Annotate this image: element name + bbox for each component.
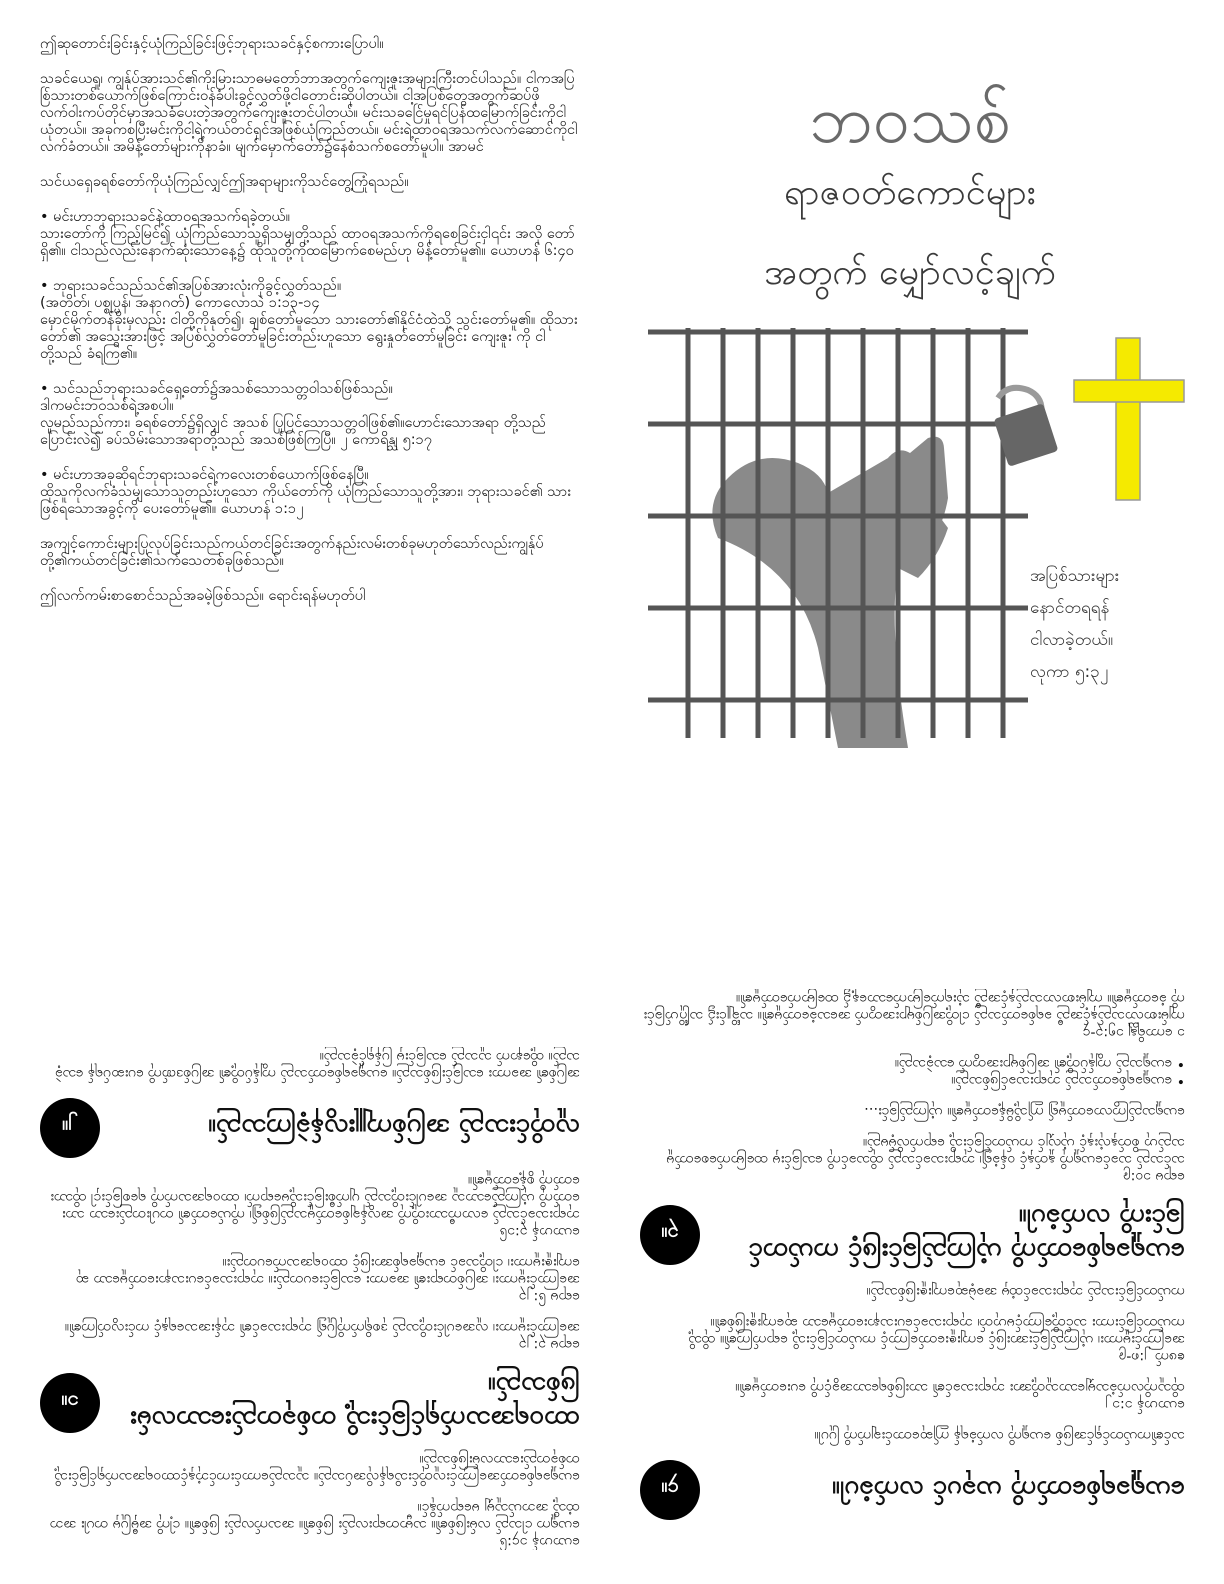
verse-line: ငါလာခဲ့တယ်။ [1030,630,1114,650]
section-heading [40,1098,580,1158]
text-block: ယေရှုသည်ကြွလာတော်မူ၍ ဤသို့မိန့်တော်မူ၏။ ယုံကြည်ခြင်း… [864,1104,1185,1120]
paragraph-new-creation: • သင်သည်ဘုရားသခင်ရှေ့တော်၌အသစ်သောသတ္တဝါသစ်ဖြစ်သည်။ ဒါကမင်းဘဝသစ်ရဲ့အစပါ။ လူမည်သည်ကား၊ ခရစ်တော်၌ရှိလျှင် အသစ် ပြုပြင်သောသတ္တဝါဖြစ်၏။ဟောင်းသောအရာ တို့သည် ပြောင်းလဲ၍ ခပ်သိမ်းသောအရာတို့သည် အသစ်ဖြစ်ကြပြီ။ ၂ ကောရိန္သု ၅:၁၇ [40,381,546,448]
cover-subtitle-line2: အတွက် မျှော်လင့်ချက် [764,252,1056,293]
heading-text: ယေရှုခရစ်တော်ကို ယခုပင် လက်ခံပါ။ [832,1475,1185,1505]
heading-text: လူတိုင်းသည် အပြစ်ကျူးလွန်ခဲ့ကြသည်။ [208,1113,580,1143]
text-block: အပြစ်၏ အခကား သေခြင်းဖြစ်သည်။ ယေရှုခရစ်တော်သည် ကျွန်ုပ်တို့၏ အပြစ်ဒဏ်ကို ပေးဆပ်ရန် သေခဲ့သည်။ ထို့နောက် သူသည် သေခြင်းမှ ပြန်ရှင်ခဲ့သည်။ [55,1049,580,1082]
paragraph-intro: ဤဆုတောင်းခြင်းနှင့်ယုံကြည်ခြင်းဖြင့်ဘုရားသခင်နှင့်စကားပြောပါ။ [40,36,384,52]
paragraph-forgiven: • ဘုရားသခင်သည်သင်၏အပြစ်အားလုံးကိုခွင့်လွှတ်သည်။ (အတိတ်၊ ပစ္စုပ္ပန်၊ အနာဂတ်) ကောလောသဲ ၁:၁၃-၁၄ မှောင်မိုက်တန်ခိုးမှလည်း ငါတို့ကိုနုတ်၍၊ ချစ်တော်မူသော သားတော်၏နိုင်ငံထဲသို့ သွင်းတော်မူ၏။ ထိုသားတော်၏ အသွေးအားဖြင့် အပြစ်လွှတ်တော်မူခြင်းတည်းဟူသော ရွေးနှုတ်တော်မူခြင်း ကျေးဇူး ကို ငါတို့သည် ခံရကြ၏။ [40,278,578,362]
step-badge: ၂။ [40,1098,100,1158]
text-block: ယေရှုခရစ်တော်အကြောင်းလူတိုင်းသိရန်လိုအပ်သည်။ သူသည်ကောင်းကင်ဘုံနှင့်ထာဝရအသက်ရှင်ခြင်းသို့ တစ်ခုတည်းသောလမ်းဖြစ်သည်။ [54,1452,580,1485]
scripture-block: ဧဖက် ၂:၈-၉ အကြောင်းမူကား၊ ယုံကြည်ခြင်းအားဖြင့် ကျေးဇူးတော်ကြောင့် ကယ်တင်ခြင်းသို့ ရောက်ကြ၏။ ထိုသို့ ကယ်တင်ခြင်းကား သင်တို့ကြောင့်မဟုတ်၊ ဘုရားသခင်ပေးသနားတော်မူသော ဆုကျေးဇူးဖြစ်၏။ [688,1315,1185,1365]
prayer-panel [40,36,580,756]
step-badge: ၄။ [640,1460,700,1520]
scripture-block: ယောဟန် ၁၄:၆ ယေရှုက ငါသည် လမ်းဖြစ်၏။ သမ္မာတရားလည်း ဖြစ်၏။ အသက်လည်း ဖြစ်၏။ ငါ့ကို အမှီပြုမှ တပါး အဘထံသို့ အဘယ်သူမျှ မရောက်နိုင်။ [50,1500,580,1550]
cover-panel [630,60,1190,760]
verse-line: အပြစ်သားများ [1030,566,1120,586]
verse-reference: လုကာ ၅:၃၂ [1030,662,1109,682]
paragraph-good-works: အကျင့်ကောင်းများပြုလုပ်ခြင်းသည်ကယ်တင်ခြင်းအတွက်နည်းလမ်းတစ်ခုမဟုတ်သော်လည်းကျွန်ုပ်တို့၏ကယ်တင်ခြင်း၏သက်သေတစ်ခုဖြစ်သည်။ [40,536,544,569]
scripture-block: ရောမ ၃:၂၃ အကြောင်းမူကား၊ လူအပေါင်းတို့သည် ဒုစရိုက်ကိုပြု၍ ဘုရားသခင်၏ ဘုန်းအသရေနှင့် ကင်းလွတ်ကြ၏။ [64,1320,580,1353]
paragraph-promises-intro: သင်ယရှေခရစ်တော်ကိုယုံကြည်လျှင်ဤအရာများကိုသင်တွေ့ကြုံရသည်။ [40,174,409,190]
verse-line: နောင်တရရန် [1030,598,1110,618]
paragraph-prayer: သခင်ယေရှု၊ ကျွန်ုပ်အားသင်၏ကိုးမြားသာဓမတော်ဘာအတွက်ကျေးဇူးအများကြီးတင်ပါသည်။ ငါကအပြစ်ြသားတစ်ယောက်ဖြစ်ကြောင်းဝန်ခံပါးခွင့်လွှတ်ဖို့ငါတောင်းဆိုပါတယ်။ ငါ့အပြစ်တွေအတွက်ဆပ်ဖိုလက်ဝါးကပ်တိုင်မှာအသခံပေးတဲ့အတွက်ကျေးဇူးတင်ပါတယ်။ မင်းသခင်ြေမှုရင်ပြန်ထမြောက်ခြင်းကိုငါယုံတယ်။ အခုကစပြီးမင်းကိုငါ့ရဲ့ကယ်တင်ရှင်အဖြစ်ယုံကြည်တယ်။ မင်းရဲ့ထာဝရအသက်လက်ဆောင်ကိုငါလက်ခံတယ်။ အမိန့်တော်များကိုနာခံ။ မျက်မှောက်တော်၌နေစံသက်စတော်မူပါ။ အာမင် [40,71,578,155]
step-badge: ၃။ [640,1205,700,1265]
section-heading [640,1201,1185,1269]
section-heading [640,1460,1185,1520]
paragraph-child-of-god: • မင်းဟာအခုဆိုရင်ဘုရားသခင်ရဲ့ကလေးတစ်ယောက်ဖြစ်နေပြီ။ ထိုသူကိုလက်ခံသမျှသောသူတည်းဟူသော ကိုယ်တော်ကို ယုံကြည်သောသူတို့အား၊ ဘုရားသခင်၏ သားဖြစ်ရသောအခွင့်ကို ပေးတော်မူ၏။ ယောဟန် ၁:၁၂ [40,467,571,517]
heading-text: ယေရှုခရစ်တော်ကို ယုံကြည်ခြင်းဖြင့် ကယ်တင်ခြင်းကို လက်ခံပါ။ [748,1203,1185,1267]
cover-title: ဘဝသစ် [809,81,1011,158]
scripture-block: ယောဟန် ၁:၁၂ ထိုသူကိုလက်ခံသမျှသောသူတို့အား ဘုရားသခင်၏ သားဖြစ်ရသောအခွင့်ကို ပေးတော်မူ၏။ [735,1380,1185,1413]
section-heading [40,1369,580,1437]
paragraph-eternal-life: • မင်းဟာဘုရားသခင်နဲ့ထာဝရအသက်ရခဲ့တယ်။ သားတော်ကို ကြည့်မြင်၍ ယုံကြည်သောသူရှိသမျှတို့သည် ထာဝရအသက်ကိုရစေခြင်းငှါ၎င်း အလို တော်ရှိ၏။ ငါသည်လည်းနောက်ဆုံးသောနေ့၌ ထိုသူတို့ကိုထမြောက်စေမည်ဟု မိန့်တော်မူ၏။ ယောဟန် ၆:၄၀ [40,209,575,259]
scripture-block: ယောဟန် ၃:၁၆ ဘုရားသခင်သည် လောကီသားတို့ကို အလွန်ချစ်တော်မူသည်ဖြစ်၍၊ ကိုယ်တော်၏ တပါးတည်းသော သားတော်ကို ယုံကြည်သောသူ အပေါင်းတို့သည် ပျက်စီးခြင်းသို့မရောက်၊ ထာဝရအသက်ကို ရစေခြင်းငှါ ထိုသားတော်ကို စွန့်တော်မူ၏။ [50,1173,580,1240]
cover-subtitle-line1: ရာဇဝတ်ကောင်များ [784,172,1036,213]
scripture-block: ရောမ ၆:၂၃ အကြောင်းမူကား၊ အပြစ်တရား၏ အခကား သေခြင်းပေတည်း။ ဘုရားသခင်ပေးသနားတော်မူသော ဆုကျေးဇူးမူကား၊ ငါတို့သခင် ယေရှုခရစ်အားဖြင့် ထာဝရအသက်ပေတည်း။ [75,1255,580,1305]
heading-text: ထာဝရအသက်ရှင်ခြင်းသို့ တစ်ခုတည်းသောလမ်းဖြစ်သည်။ [130,1371,580,1435]
gospel-panel-left [40,810,580,1550]
paragraph-free-tract: ဤလက်ကမ်းစာစောင်သည်အခမဲ့ဖြစ်သည်။ ရောင်းရန်မဟုတ်ပါ [40,588,366,604]
cover-verse [1030,560,1180,688]
text-block: သင်၏ကယ်တင်ရှင်အဖြစ် ယေရှုကို လက်ခံရန် ဤဆုတောင်းချက်ကို ပြုပါ။ [814,1428,1185,1444]
text-block: ကယ်တင်ခြင်းသည် ဘုရားသခင်ထံမှ အခမဲ့ဆုကျေးဇူးဖြစ်သည်။ [866,1284,1185,1300]
scripture-block: ၁ ကောရိန္သု ၁၅:၃-၄ ကျမ်းစာလာသည်နှင့်အညီ ခရစ်တော်သည် ငါတို့အပြစ်များအတွက် အသေခံတော်မူ၏။ သင်္ချိုင်း၌ သင်္ဂြိုဟ်ခြင်းကို ခံတော်မူ၏။ ကျမ်းစာလာသည်နှင့်အညီ သုံးရက်မြောက်သောနေ့၌ ထမြောက်တော်မူ၏။ [643,991,1185,1041]
step-badge: ၁။ [40,1373,100,1433]
gospel-panel-right [640,830,1185,1530]
text-block: • ယေရှုခရစ်တော်သည် ဘုရားသခင်ဖြစ်သည်။ • ယေရှုသည် ကျွန်ုပ်တို့၏ အပြစ်များအတွက် သေခဲ့သည်။ [894,1056,1185,1089]
cross-icon [1074,338,1184,500]
scripture-block: ရောမ ၁၀:၉ သင်သည် သခင်ယေရှုကို နှုတ်နှင့် ဝန်ခံ၍၊ ဘုရားသခင်သည် ထိုသခင်ကို သေခြင်းမှ ထမြောက်စေတော်မူသည်ဟု စိတ်နှလုံးနှင့် ယုံလျှင် ကယ်တင်ခြင်းသို့ ရောက်လိမ့်မည်။ [666,1135,1185,1185]
